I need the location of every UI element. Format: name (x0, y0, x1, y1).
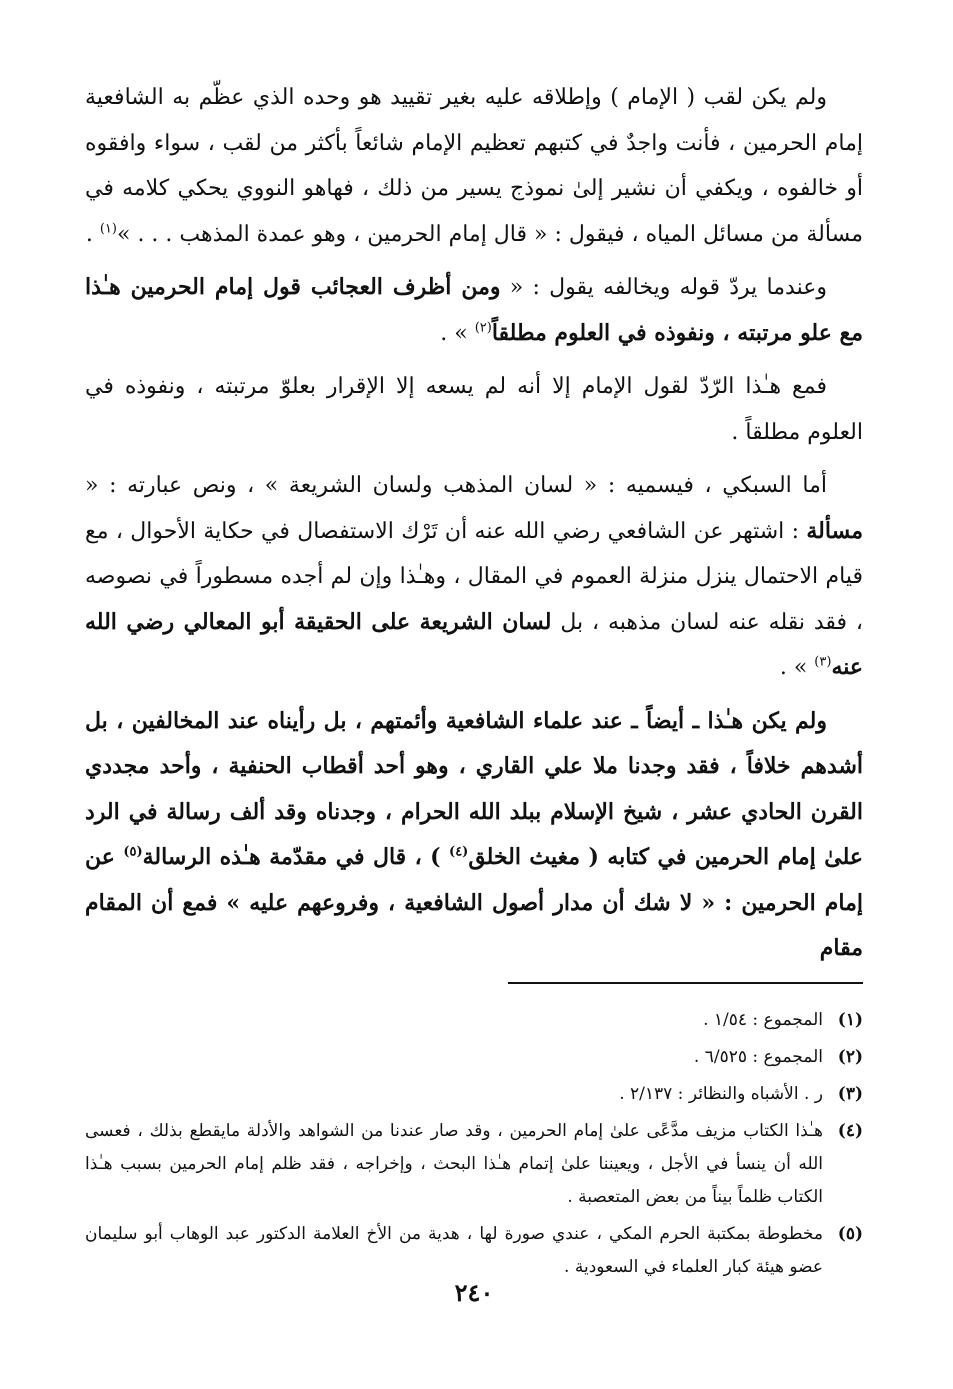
paragraph-5-part-2: ) ، قال في مقدّمة هـٰذه الرسالة (142, 844, 450, 870)
footnote-1 (85, 1004, 863, 1037)
paragraph-2-tail: » . (440, 320, 475, 346)
paragraph-2 (85, 265, 863, 356)
footnote-ref-3: (٣) (814, 654, 832, 670)
book-page (85, 75, 863, 1335)
footnote-ref-4: (٤) (449, 844, 469, 860)
paragraph-3 (85, 364, 863, 455)
footnote-number: (١) (837, 1009, 863, 1030)
footnote-4 (85, 1115, 863, 1214)
paragraph-4-tail: » . (779, 655, 815, 680)
paragraph-5 (85, 699, 863, 972)
paragraph-4 (85, 463, 863, 691)
footnote-separator (508, 982, 863, 984)
main-text (85, 75, 863, 972)
footnote-text: المجموع : ١/٥٤ . (703, 1009, 823, 1030)
footnote-number: (٣) (837, 1083, 863, 1104)
footnote-ref-5: (٥) (123, 844, 143, 860)
paragraph-4-mid: : اشتهر عن الشافعي رضي الله عنه أن تَرْك الاستفصال في حكاية الأحوال ، مع قيام الاحتمال ينزل منزلة العموم في المقال ، وهـٰذا وإن لم أجده مسطوراً في نصوصه ، فقد نقله عنه لسان مذهبه ، بل (85, 518, 863, 635)
footnote-text: هـٰذا الكتاب مزيف مدَّعًى علىٰ إمام الحرمين ، وقد صار عندنا من الشواهد والأدلة مايقطع بذلك ، فعسى الله أن ينسأ في الأجل ، ويعيننا علىٰ إتمام هـٰذا البحث ، وإخراجه ، فقد ظلم إمام الحرمين بسبب هـٰذا الكتاب ظلماً بيناً من بعض المتعصبة . (85, 1120, 823, 1207)
footnote-number: (٤) (837, 1120, 863, 1141)
footnote-text: مخطوطة بمكتبة الحرم المكي ، عندي صورة لها ، هدية من الأخ العلامة الدكتور عبد الوهاب أبو سليمان عضو هيئة كبار العلماء في السعودية . (85, 1223, 823, 1277)
paragraph-5-part-1: ولم يكن هـٰذا ـ أيضاً ـ عند علماء الشافعية وأئمتهم ، بل رأيناه عند المخالفين ، بل أشدهم خلافاً ، فقد وجدنا ملا علي القاري ، وهو أحد أقطاب الحنفية ، وأحد مجددي القرن الحادي عشر ، شيخ الإسلام ببلد الله الحرام ، وجدناه وقد ألف رسالة في الرد علىٰ إمام الحرمين في كتابه ( مغيث الخلق (85, 707, 863, 870)
footnote-2 (85, 1041, 863, 1074)
paragraph-4-lead: أما السبكي ، فيسميه : « لسان المذهب ولسان الشريعة » ، ونص عبارته : « (85, 473, 827, 498)
footnote-number: (٢) (837, 1046, 863, 1067)
paragraph-1-text: ولم يكن لقب ( الإمام ) وإطلاقه عليه بغير تقييد هو وحده الذي عظّم به الشافعية إمام الحرمين ، فأنت واجدٌ في كتبهم تعظيم الإمام شائعاً بأكثر من لقب ، سواء وافقوه أو خالفوه ، ويكفي أن نشير إلىٰ نموذج يسير من ذلك ، فهاهو النووي يحكي كلامه في مسألة من مسائل المياه ، فيقول : « قال إمام الحرمين ، وهو عمدة المذهب . . . » (85, 85, 863, 247)
paragraph-2-quote: ومن أظرف العجائب قول إمام الحرمين هـٰذا مع علو مرتبته ، ونفوذه في العلوم مطلقاً (85, 274, 863, 346)
paragraph-1-tail: . (85, 221, 100, 247)
paragraph-1 (85, 75, 863, 257)
footnote-text: ر . الأشباه والنظائر : ٢/١٣٧ . (619, 1083, 823, 1104)
paragraph-3-text: فمع هـٰذا الرّدّ لقول الإمام إلا أنه لم يسعه إلا الإقرار بعلوّ مرتبته ، ونفوذه في العلوم مطلقاً . (85, 374, 863, 445)
paragraph-4-bold-end: لسان الشريعة على الحقيقة أبو المعالي رضي الله عنه (85, 608, 863, 680)
footnote-3 (85, 1078, 863, 1111)
footnote-number: (٥) (837, 1223, 863, 1244)
paragraph-5-part-3: عن إمام الحرمين : « لا شك أن مدار أصول الشافعية ، وفروعهم عليه » فمع أن المقام مقام (85, 844, 863, 961)
footnote-5 (85, 1218, 863, 1284)
paragraph-2-lead: وعندما يردّ قوله ويخالفه يقول : « (500, 275, 827, 300)
footnotes (85, 1004, 863, 1284)
footnote-ref-1: (١) (99, 221, 117, 237)
footnote-ref-2: (٢) (474, 320, 492, 336)
page-number: ٢٤٠ (454, 1278, 494, 1307)
footnote-text: المجموع : ٦/٥٢٥ . (693, 1046, 823, 1067)
paragraph-4-masala: مسألة (806, 517, 863, 544)
